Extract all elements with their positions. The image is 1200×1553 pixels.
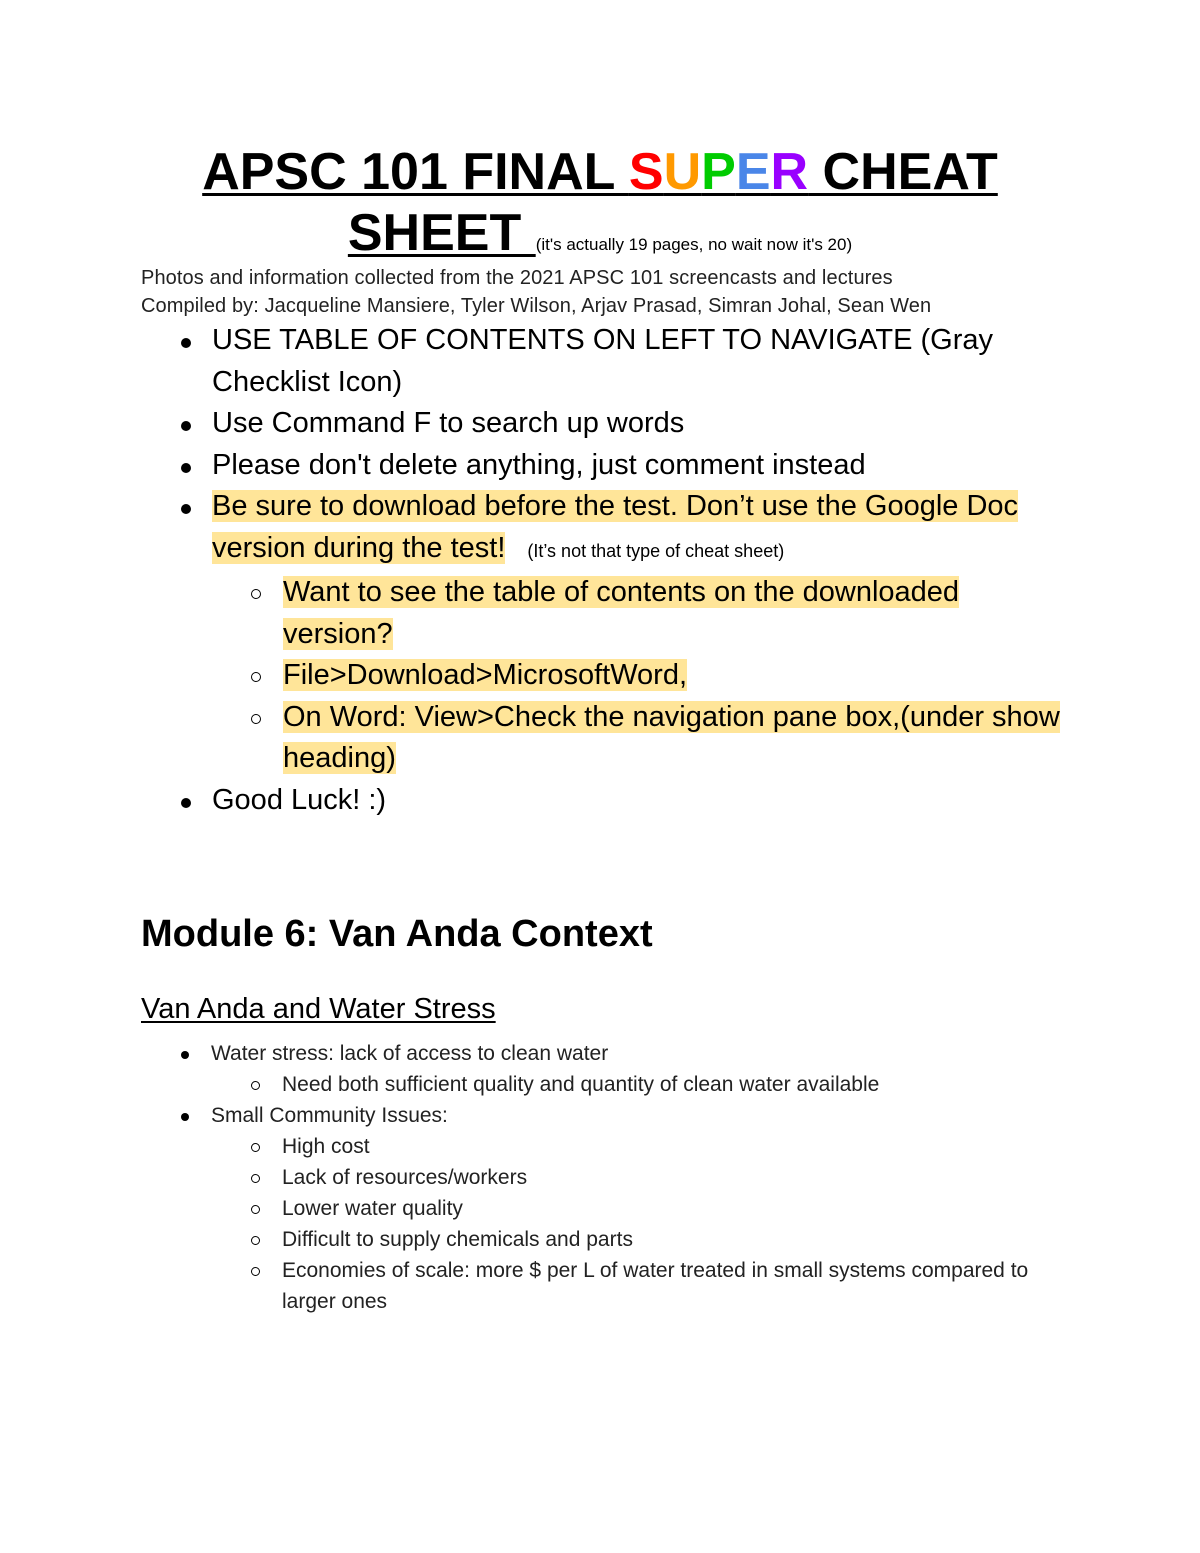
download-sublist xyxy=(212,572,1061,780)
hollow-bullet-icon xyxy=(251,1081,260,1090)
list-item xyxy=(141,1038,1041,1100)
list-item xyxy=(211,1224,1041,1255)
list-item xyxy=(212,655,1061,697)
instruction-good-luck: Good Luck! :) xyxy=(212,783,387,816)
title-suffix: CHEAT xyxy=(808,143,998,201)
bullet-icon xyxy=(181,1113,189,1121)
bullet-icon xyxy=(181,463,191,473)
title-sheet: SHEET xyxy=(347,204,536,262)
list-item xyxy=(141,403,1061,445)
issue-high-cost: High cost xyxy=(282,1135,370,1158)
instructions-list xyxy=(141,320,1061,821)
issue-lack-resources: Lack of resources/workers xyxy=(282,1166,528,1189)
compiled-by-note: Compiled by: Jacqueline Mansiere, Tyler Wilson, Arjav Prasad, Simran Johal, Sean Wen xyxy=(141,295,932,317)
sub-instruction-navigation-pane: On Word: View>Check the navigation pane box,(under show heading) xyxy=(283,700,1060,774)
hollow-bullet-icon xyxy=(251,1174,260,1183)
issue-supply-difficulty: Difficult to supply chemicals and parts xyxy=(282,1228,633,1251)
bullet-icon xyxy=(181,1051,189,1059)
instruction-no-delete: Please don't delete anything, just comment instead xyxy=(212,448,866,481)
list-item xyxy=(212,572,1061,655)
list-item xyxy=(211,1069,1041,1100)
list-item xyxy=(141,320,1061,403)
bullet-icon xyxy=(181,421,191,431)
bullet-icon xyxy=(181,504,191,514)
list-item xyxy=(211,1255,1041,1317)
title-super-s: S xyxy=(628,143,664,201)
list-item xyxy=(211,1193,1041,1224)
hollow-bullet-icon xyxy=(251,1267,260,1276)
instruction-download-highlight: Be sure to download before the test. Don’t use the Google Doc version during the test! xyxy=(212,490,1019,564)
list-item xyxy=(211,1162,1041,1193)
water-stress-detail: Need both sufficient quality and quantity of clean water available xyxy=(282,1073,880,1096)
issue-lower-quality: Lower water quality xyxy=(282,1197,463,1220)
bullet-icon xyxy=(181,338,191,348)
hollow-bullet-icon xyxy=(251,672,261,682)
hollow-bullet-icon xyxy=(251,1205,260,1214)
list-item xyxy=(212,697,1061,780)
title-super-r: R xyxy=(770,143,809,201)
water-stress-sublist xyxy=(211,1069,1041,1100)
hollow-bullet-icon xyxy=(251,589,261,599)
list-item xyxy=(141,486,1061,780)
list-item xyxy=(141,780,1061,822)
title-super-e: E xyxy=(735,143,771,201)
water-stress-definition: Water stress: lack of access to clean water xyxy=(211,1042,609,1065)
hollow-bullet-icon xyxy=(251,1236,260,1245)
community-issues-sublist xyxy=(211,1131,1041,1317)
title-super-u: U xyxy=(663,143,702,201)
module-content-list xyxy=(141,1038,1041,1317)
sub-instruction-toc-downloaded: Want to see the table of contents on the downloaded version? xyxy=(283,576,960,650)
list-item xyxy=(141,1100,1041,1317)
source-note: Photos and information collected from the 2021 APSC 101 screencasts and lectures xyxy=(141,267,893,289)
instruction-search: Use Command F to search up words xyxy=(212,407,685,439)
instruction-download-aside: (It’s not that type of cheat sheet) xyxy=(527,540,785,561)
title-super-p: P xyxy=(701,143,736,201)
page-title-line-1 xyxy=(0,142,1200,202)
instruction-toc: USE TABLE OF CONTENTS ON LEFT TO NAVIGATE (Gray Checklist Icon) xyxy=(212,324,993,398)
hollow-bullet-icon xyxy=(251,714,261,724)
section-subheading: Van Anda and Water Stress xyxy=(141,993,496,1025)
issue-economies-of-scale: Economies of scale: more $ per L of water treated in small systems compared to larger ones xyxy=(282,1259,1029,1313)
bullet-icon xyxy=(181,798,191,808)
small-community-issues: Small Community Issues: xyxy=(211,1104,448,1127)
module-heading: Module 6: Van Anda Context xyxy=(141,913,653,955)
title-aside: (it's actually 19 pages, no wait now it's 20) xyxy=(535,235,853,254)
hollow-bullet-icon xyxy=(251,1143,260,1152)
list-item xyxy=(141,445,1061,487)
title-prefix: APSC 101 FINAL xyxy=(202,143,629,201)
sub-instruction-file-download: File>Download>MicrosoftWord, xyxy=(283,659,688,691)
list-item xyxy=(211,1131,1041,1162)
